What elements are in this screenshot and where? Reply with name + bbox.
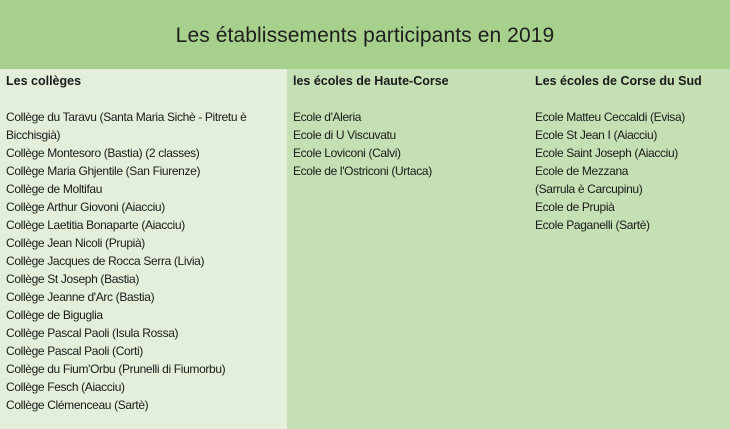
table-title: Les établissements participants en 2019	[175, 23, 555, 47]
list-item: Collège Jacques de Rocca Serra (Livia)	[6, 254, 205, 268]
list-item: Collège Laetitia Bonaparte (Aiacciu)	[6, 218, 185, 232]
column-heading-corse-du-sud: Les écoles de Corse du Sud	[535, 74, 702, 88]
list-item: Ecole Saint Joseph (Aiacciu)	[535, 146, 678, 160]
list-item: Collège du Taravu (Santa Maria Sichè - Pitretu è Bicchisgià)	[6, 110, 247, 142]
list-item: Ecole di U Viscuvatu	[293, 128, 396, 142]
list-item: Ecole Paganelli (Sartè)	[535, 218, 650, 232]
list-item: Collège Arthur Giovoni (Aiacciu)	[6, 200, 165, 214]
list-item: Ecole de Mezzana	[535, 164, 629, 178]
list-item: Collège de Biguglia	[6, 308, 103, 322]
list-item: Ecole Matteu Ceccaldi (Evisa)	[535, 110, 685, 124]
list-item: Collège Clémenceau (Sartè)	[6, 398, 149, 412]
corse-du-sud-list	[535, 108, 730, 234]
list-item: Collège Montesoro (Bastia) (2 classes)	[6, 146, 200, 160]
colleges-list	[6, 108, 287, 414]
list-item: Collège Fesch (Aiacciu)	[6, 380, 125, 394]
list-item: Collège Pascal Paoli (Isula Rossa)	[6, 326, 179, 340]
column-corse-du-sud	[530, 69, 730, 429]
haute-corse-list	[293, 108, 530, 180]
list-item: Ecole St Jean I (Aiacciu)	[535, 128, 657, 142]
column-colleges	[0, 69, 287, 429]
list-item: (Sarrula è Carcupinu)	[535, 182, 643, 196]
list-item: Ecole d'Aleria	[293, 110, 362, 124]
column-haute-corse	[287, 69, 530, 429]
column-heading-colleges: Les collèges	[6, 74, 82, 88]
column-heading-haute-corse: les écoles de Haute-Corse	[293, 74, 449, 88]
list-item: Ecole Loviconi (Calvi)	[293, 146, 401, 160]
list-item: Collège Jeanne d'Arc (Bastia)	[6, 290, 155, 304]
list-item: Collège Pascal Paoli (Corti)	[6, 344, 143, 358]
list-item: Ecole de l'Ostriconi (Urtaca)	[293, 164, 432, 178]
list-item: Collège Jean Nicoli (Prupià)	[6, 236, 145, 250]
list-item: Ecole de Prupià	[535, 200, 615, 214]
list-item: Collège de Moltifau	[6, 182, 103, 196]
list-item: Collège du Fium'Orbu (Prunelli di Fiumorbu)	[6, 362, 226, 376]
table-header	[0, 0, 730, 69]
list-item: Collège Maria Ghjentile (San Fiurenze)	[6, 164, 201, 178]
list-item: Collège St Joseph (Bastia)	[6, 272, 139, 286]
